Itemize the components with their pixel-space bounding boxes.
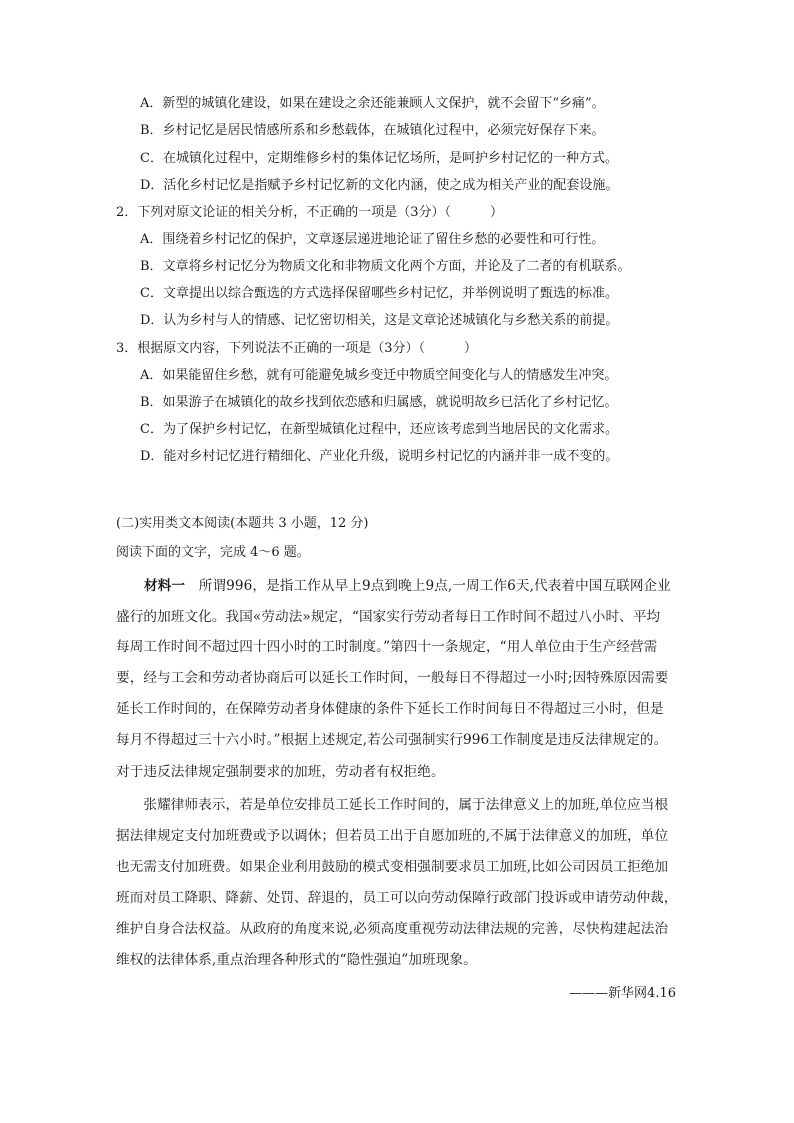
- source-attribution: ———新华网4.16: [569, 986, 676, 1001]
- para1-line: 每周工作时间不超过四十四小时的工时制度。”第四十一条规定，“用人单位由于生产经营需: [116, 639, 658, 655]
- q3-option-b: B．如果游子在城镇化的故乡找到依恋感和归属感，就说明故乡已活化了乡村记忆。: [140, 395, 618, 410]
- para2-line: 也无需支付加班费。如果企业利用鼓励的模式变相强制要求员工加班,比如公司因员工拒绝加: [116, 859, 669, 875]
- para2-line: 张耀律师表示，若是单位安排员工延长工作时间的，属于法律意义上的加班,单位应当根: [116, 797, 669, 813]
- q3-option-d: D．能对乡村记忆进行精细化、产业化升级，说明乡村记忆的内涵并非一成不变的。: [140, 449, 619, 464]
- para2-line: 维护自身合法权益。从政府的角度来说,必须高度重视劳动法律法规的完善，尽快构建起法治: [116, 921, 669, 937]
- q2-option-d: D．认为乡村与人的情感、记忆密切相关，这是文章论述城镇化与乡愁关系的前提。: [140, 313, 619, 328]
- para2-line: 据法律规定支付加班费或予以调休；但若员工出于自愿加班的,不属于法律意义的加班，单位: [116, 828, 669, 844]
- instruction: 阅读下面的文字，完成 4～6 题。: [116, 545, 310, 560]
- section-title: (二)实用类文本阅读(本题共 3 小题，12 分): [116, 516, 369, 531]
- q2-option-c: C．文章提出以综合甄选的方式选择保留哪些乡村记忆，并举例说明了甄选的标准。: [140, 286, 618, 301]
- q1-option-a: A．新型的城镇化建设，如果在建设之余还能兼顾人文保护，就不会留下“乡痛”。: [140, 96, 605, 111]
- para1-line: 延长工作时间的，在保障劳动者身体健康的条件下延长工作时间每日不得超过三小时，但是: [116, 701, 664, 717]
- para1-line: 盛行的加班文化。我国«劳动法»规定，“国家实行劳动者每日工作时间不超过八小时、平均: [116, 609, 661, 625]
- q1-option-c: C．在城镇化过程中，定期维修乡村的集体记忆场所，是呵护乡村记忆的一种方式。: [140, 151, 618, 166]
- q1-option-b: B．乡村记忆是居民情感所系和乡愁载体，在城镇化过程中，必须完好保存下来。: [140, 123, 605, 138]
- q2-option-b: B．文章将乡村记忆分为物质文化和非物质文化两个方面，并论及了二者的有机联系。: [140, 259, 631, 274]
- q3-option-a: A．如果能留住乡愁，就有可能避免城乡变迁中物质空间变化与人的情感发生冲突。: [140, 368, 618, 383]
- q3-option-c: C．为了保护乡村记忆，在新型城镇化过程中，还应该考虑到当地居民的文化需求。: [140, 422, 618, 437]
- q2-option-a: A．围绕着乡村记忆的保护，文章逐层递进地论证了留住乡愁的必要性和可行性。: [140, 232, 605, 247]
- para1-first-line: 所谓996，是指工作从早上9点到晚上9点,一周工作6天,代表着中国互联网企业: [185, 578, 671, 594]
- para1-line: 对于违反法律规定强制要求的加班，劳动者有权拒绝。: [116, 764, 445, 780]
- material-first-line: [144, 577, 671, 595]
- para2-line: 班而对员工降职、降薪、处罚、辞退的，员工可以向劳动保障行政部门投诉或申请劳动仲裁，: [116, 890, 678, 906]
- q1-option-d: D．活化乡村记忆是指赋予乡村记忆新的文化内涵，使之成为相关产业的配套设施。: [140, 178, 619, 193]
- q3-stem: 3．根据原文内容，下列说法不正确的一项是（3分）（ ）: [116, 341, 478, 356]
- q2-stem: 2．下列对原文论证的相关分析，不正确的一项是（3分）（ ）: [116, 205, 504, 220]
- para2-line: 维权的法律体系,重点治理各种形式的“隐性强迫”加班现象。: [116, 952, 477, 968]
- para1-line: 每月不得超过三十六小时。”根据上述规定,若公司强制实行996工作制度是违反法律规定的。: [116, 732, 668, 748]
- material-label: 材料一: [144, 578, 186, 594]
- para1-line: 要，经与工会和劳动者协商后可以延长工作时间，一般每日不得超过一小时;因特殊原因需要: [116, 670, 669, 686]
